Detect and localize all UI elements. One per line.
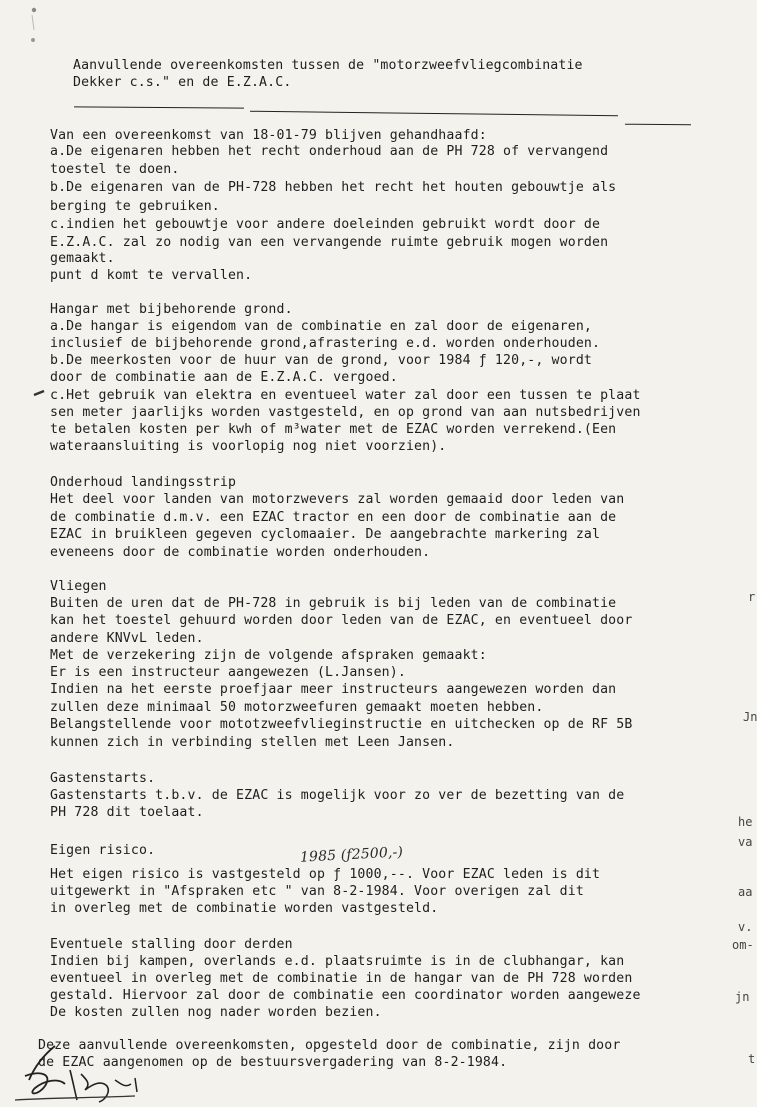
text-line: a.De hangar is eigendom van de combinatie en zal door de eigenaren, [50, 319, 592, 334]
text-line: inclusief de bijbehorende grond,afrastering e.d. worden onderhouden. [50, 336, 601, 351]
text-line: De kosten zullen nog nader worden bezien. [50, 1005, 382, 1020]
edge-fragment: he [738, 815, 753, 829]
text-line: andere KNVvL leden. [50, 631, 204, 646]
text-line: gemaakt. [50, 251, 115, 266]
edge-fragment: va [738, 835, 753, 849]
text-line: berging te gebruiken. [50, 199, 220, 214]
text-line: Met de verzekering zijn de volgende afspraken gemaakt: [50, 648, 487, 663]
edge-fragment: r [748, 590, 756, 604]
text-line: E.Z.A.C. zal zo nodig van een vervangende ruimte gebruik mogen worden [50, 235, 609, 250]
handwritten-note: 1985 (ƒ2500,-) [299, 844, 404, 866]
text-line: Indien bij kampen, overlands e.d. plaatsruimte is in de clubhangar, kan [50, 954, 625, 969]
text-line: de EZAC aangenomen op de bestuursvergadering van 8-2-1984. [38, 1055, 508, 1070]
text-line: b.De meerkosten voor de huur van de grond, voor 1984 ƒ 120,-, wordt [50, 353, 592, 368]
text-line: Gastenstarts t.b.v. de EZAC is mogelijk voor zo ver de bezetting van de [50, 788, 625, 803]
section-heading: Gastenstarts. [50, 771, 156, 786]
text-line: de combinatie d.m.v. een EZAC tractor en een door de combinatie aan de [50, 510, 617, 525]
text-line: toestel te doen. [50, 162, 180, 177]
section-heading: Eigen risico. [50, 843, 156, 858]
section-heading: Hangar met bijbehorende grond. [50, 302, 293, 317]
text-line: PH 728 dit toelaat. [50, 805, 204, 820]
text-line: Belangstellende voor mototzweefvlieginstructie en uitchecken op de RF 5B [50, 717, 633, 732]
edge-fragment: Jn [743, 710, 757, 724]
edge-fragment: om- [732, 938, 754, 952]
edge-fragment: aa [738, 885, 753, 899]
text-line: kan het toestel gehuurd worden door leden van de EZAC, en eventueel door [50, 613, 633, 628]
text-line: c.Het gebruik van elektra en eventueel water zal door een tussen te plaat [50, 388, 641, 403]
text-line: Van een overeenkomst van 18-01-79 blijven gehandhaafd: [50, 128, 487, 143]
text-line: eventueel in overleg met de combinatie in de hangar van de PH 728 worden [50, 971, 633, 986]
document-title-line-2: Dekker c.s." en de E.Z.A.C. [73, 75, 292, 90]
text-line: in overleg met de combinatie worden vastgesteld. [50, 901, 439, 916]
text-line: te betalen kosten per kwh of m³water met de EZAC worden verrekend.(Een [50, 422, 617, 437]
text-line: wateraansluiting is voorlopig nog niet voorzien). [50, 439, 447, 454]
section-heading: Vliegen [50, 579, 107, 594]
text-line: Het deel voor landen van motorzwevers zal worden gemaaid door leden van [50, 492, 625, 507]
section-heading: Onderhoud landingsstrip [50, 475, 237, 490]
text-line: b.De eigenaren van de PH-728 hebben het recht het houten gebouwtje als [50, 180, 617, 195]
text-line: sen meter jaarlijks worden vastgesteld, en op grond van aan nutsbedrijven [50, 405, 641, 420]
document-title-line-1: Aanvullende overeenkomsten tussen de "motorzweefvliegcombinatie [73, 58, 583, 73]
text-line: Het eigen risico is vastgesteld op ƒ 1000,--. Voor EZAC leden is dit [50, 867, 601, 882]
text-line: uitgewerkt in "Afspraken etc " van 8-2-1984. Voor overigen zal dit [50, 884, 584, 899]
edge-fragment: jn [735, 990, 750, 1004]
text-line: c.indien het gebouwtje voor andere doeleinden gebruikt wordt door de [50, 217, 601, 232]
text-line: EZAC in bruikleen gegeven cyclomaaier. De aangebrachte markering zal [50, 527, 601, 542]
text-line: a.De eigenaren hebben het recht onderhoud aan de PH 728 of vervangend [50, 144, 609, 159]
text-line: Buiten de uren dat de PH-728 in gebruik is bij leden van de combinatie [50, 596, 617, 611]
edge-fragment: v. [738, 920, 753, 934]
text-line: eveneens door de combinatie worden onderhouden. [50, 545, 431, 560]
text-line: Indien na het eerste proefjaar meer instructeurs aangewezen worden dan [50, 682, 617, 697]
text-line: zullen deze minimaal 50 motorzweefuren gemaakt moeten hebben. [50, 700, 544, 715]
section-heading: Eventuele stalling door derden [50, 937, 293, 952]
text-line: door de combinatie aan de E.Z.A.C. vergoed. [50, 370, 398, 385]
text-line: gestald. Hiervoor zal door de combinatie een coordinator worden aangeweze [50, 988, 641, 1003]
text-line: punt d komt te vervallen. [50, 268, 253, 283]
text-line: kunnen zich in verbinding stellen met Leen Jansen. [50, 735, 455, 750]
edge-fragment: t [748, 1052, 756, 1066]
text-line: Deze aanvullende overeenkomsten, opgesteld door de combinatie, zijn door [38, 1038, 621, 1053]
signature [15, 1040, 185, 1107]
text-line: Er is een instructeur aangewezen (L.Jansen). [50, 665, 406, 680]
